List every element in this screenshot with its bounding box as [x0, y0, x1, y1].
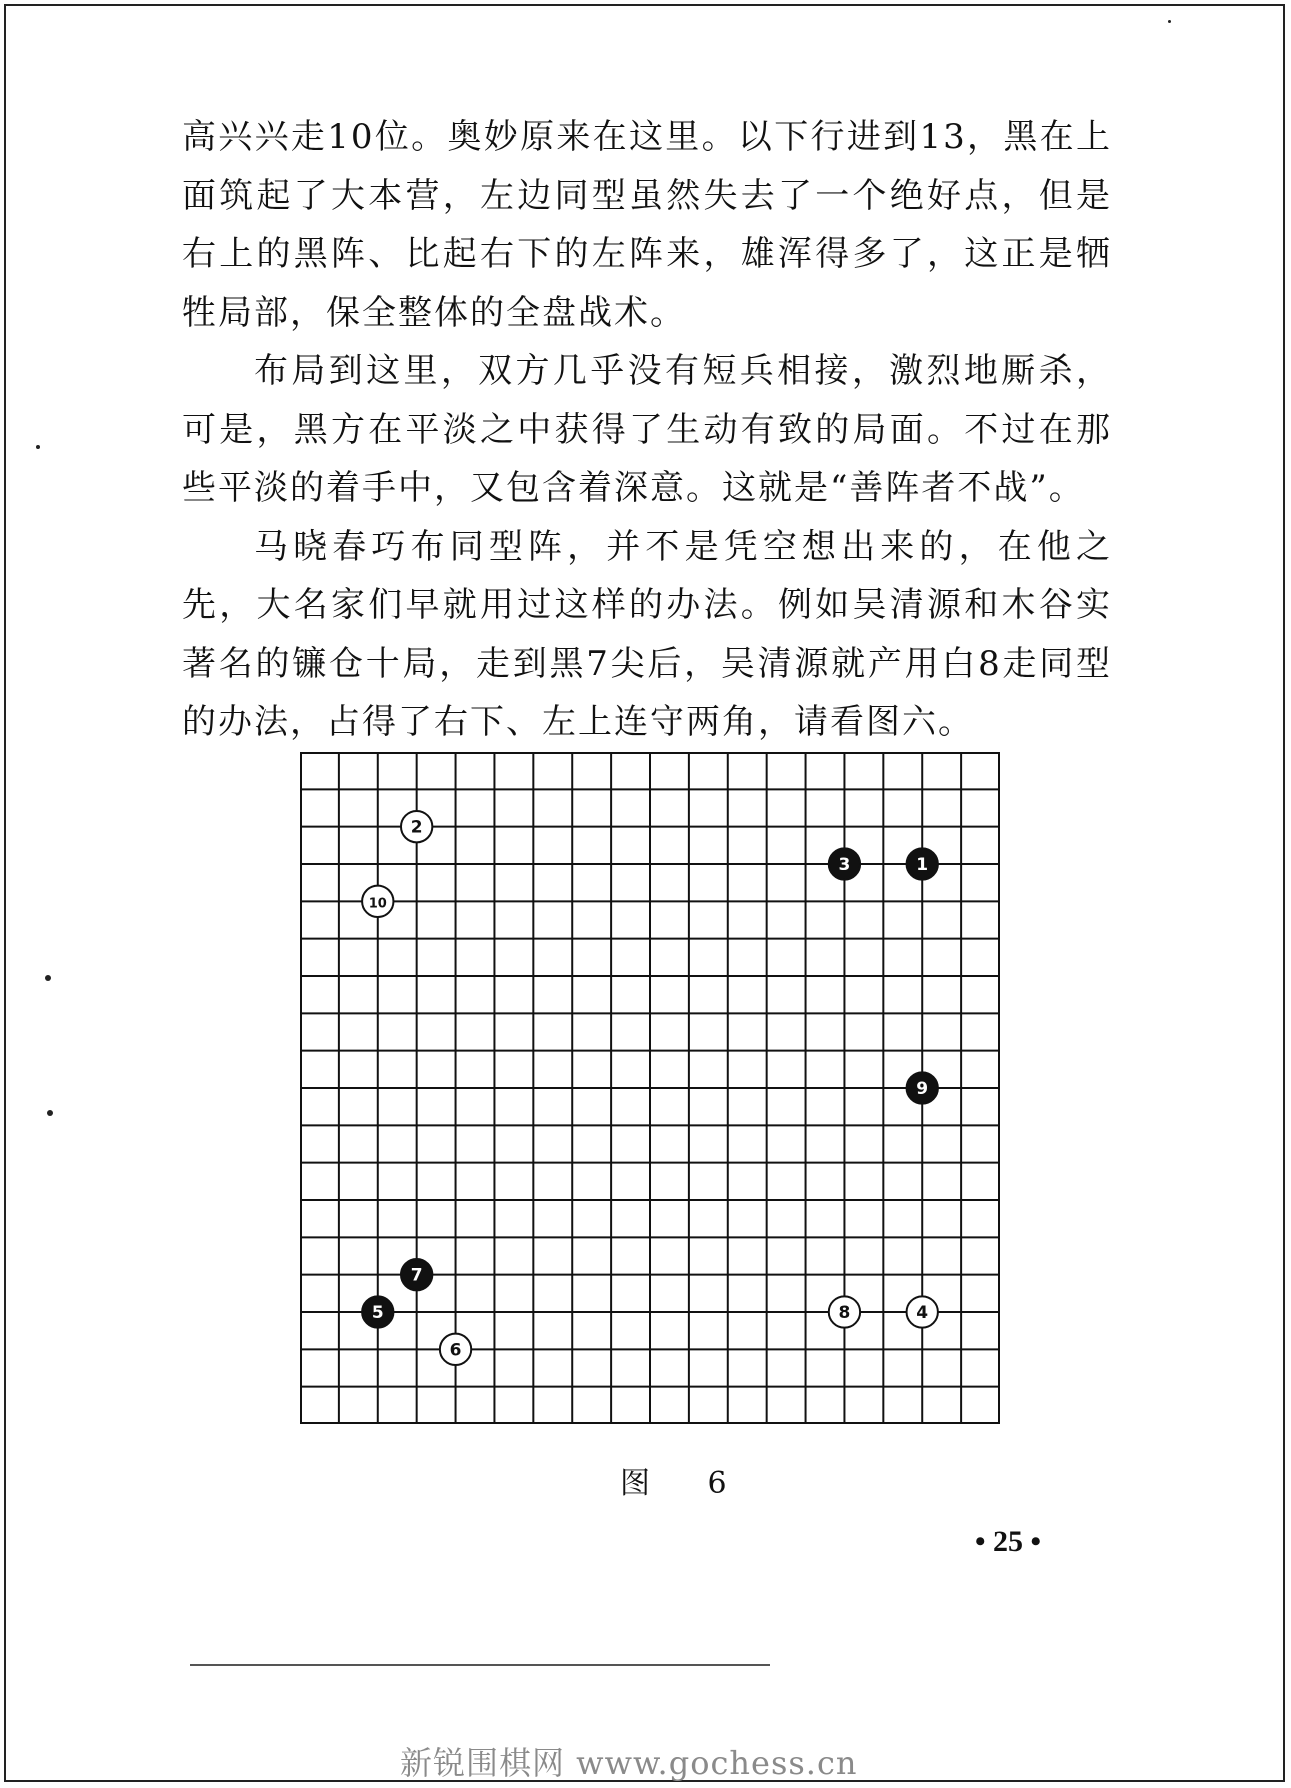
paragraph: 高兴兴走10位。奥妙原来在这里。以下行进到13，黑在上面筑起了大本营，左边同型虽然失去了一个绝好点，但是右上的黑阵、比起右下的左阵来，雄浑得多了，这正是牺牲局部，保全整体的全盘战术。	[182, 117, 1112, 333]
scan-speck	[36, 445, 40, 449]
white-stone	[401, 811, 432, 842]
watermark: 新锐围棋网 www.gochess.cn	[400, 1744, 858, 1782]
stone-move-number: 9	[916, 1079, 929, 1099]
stone-move-number: 7	[410, 1265, 423, 1286]
stone-move-number: 4	[916, 1303, 929, 1323]
scan-speck	[1168, 20, 1171, 23]
black-stone	[907, 1072, 938, 1103]
stone-move-number: 3	[838, 855, 851, 875]
black-stone	[907, 848, 938, 879]
board-grid	[300, 752, 1000, 1424]
stone-move-number: 2	[410, 817, 423, 838]
white-stone	[440, 1334, 471, 1365]
stone-move-number: 5	[371, 1303, 384, 1323]
figure-caption: 图 6	[620, 1466, 751, 1501]
stone-move-number: 1	[916, 855, 929, 875]
white-stone	[829, 1296, 860, 1327]
go-board-diagram	[300, 752, 1000, 1424]
black-stone	[362, 1296, 393, 1327]
scan-rule-line	[190, 1664, 770, 1666]
body-text	[182, 108, 1112, 752]
scan-speck	[45, 975, 51, 981]
paragraph: 布局到这里，双方几乎没有短兵相接，激烈地厮杀，可是，黑方在平淡之中获得了生动有致的局面。不过在那些平淡的着手中，又包含着深意。这就是“善阵者不战”。	[182, 351, 1112, 508]
stone-move-number: 8	[838, 1303, 851, 1323]
paragraph: 马晓春巧布同型阵，并不是凭空想出来的，在他之先，大名家们早就用过这样的办法。例如吴清源和木谷实著名的镰仓十局，走到黑7尖后，吴清源就产用白8走同型的办法，占得了右下、左上连守两角，请看图六。	[182, 526, 1112, 742]
white-stone	[362, 886, 393, 917]
page-number: • 25 •	[975, 1525, 1042, 1558]
white-stone	[907, 1296, 938, 1327]
stone-move-number: 10	[368, 896, 387, 912]
black-stone	[401, 1259, 432, 1290]
black-stone	[829, 848, 860, 879]
stone-move-number: 6	[449, 1340, 462, 1361]
scan-speck	[47, 1110, 53, 1116]
